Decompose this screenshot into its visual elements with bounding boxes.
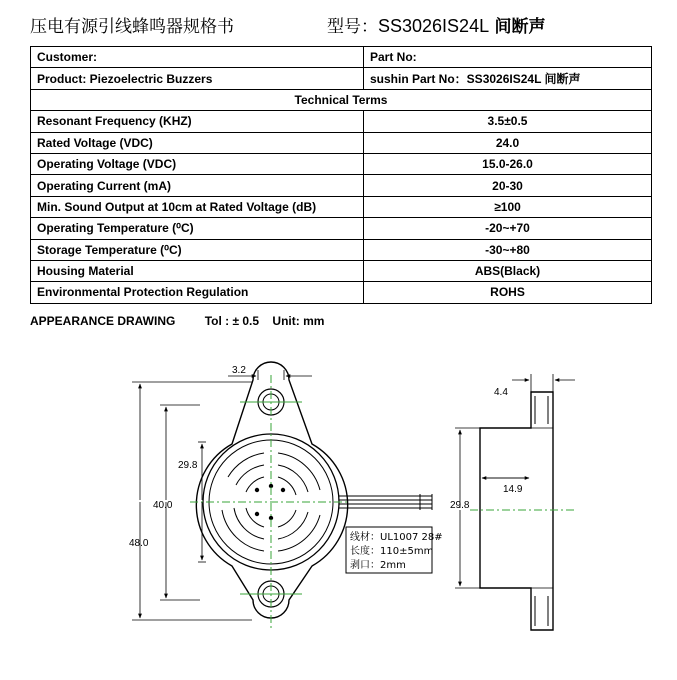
wire-note-material: 线材：UL1007 28# xyxy=(350,532,443,543)
row-label: Environmental Protection Regulation xyxy=(31,282,364,303)
document-header xyxy=(30,8,660,38)
dim-hole-width: 3.2 xyxy=(232,365,246,376)
table-row xyxy=(31,153,652,174)
model-tag: 间断声 xyxy=(494,17,546,37)
side-view xyxy=(450,374,575,630)
appearance-title: APPEARANCE DRAWING xyxy=(30,314,176,328)
table-row xyxy=(31,239,652,260)
appearance-heading xyxy=(30,314,324,328)
tolerance-label: Tol : ± 0.5 xyxy=(204,314,260,328)
row-value: 24.0 xyxy=(364,132,652,153)
row-label: Min. Sound Output at 10cm at Rated Voltage (dB) xyxy=(31,196,364,217)
row-label: Operating Current (mA) xyxy=(31,175,364,196)
table-row xyxy=(31,196,652,217)
lead-wires xyxy=(339,494,432,510)
dim-total-height: 48.0 xyxy=(129,538,149,549)
dim-inner-diameter: 29.8 xyxy=(178,460,198,471)
front-view xyxy=(129,362,443,630)
wire-note-strip: 剥口：2mm xyxy=(350,560,406,571)
dim-outer-diameter: 40.0 xyxy=(153,500,173,511)
housing-outline xyxy=(196,362,347,618)
row-label: Housing Material xyxy=(31,260,364,281)
product-label: Product: Piezoelectric Buzzers xyxy=(31,68,364,89)
row-label: Operating Voltage (VDC) xyxy=(31,153,364,174)
model-code: SS3026IS24L xyxy=(378,16,490,36)
model-label: 型号： xyxy=(327,17,378,37)
model-heading xyxy=(327,12,546,37)
wire-note-length: 长度：110±5mm xyxy=(350,546,434,557)
dim-flange: 4.4 xyxy=(494,387,508,398)
table-row xyxy=(31,175,652,196)
table-row xyxy=(31,89,652,110)
spec-table xyxy=(30,46,652,304)
row-label: Rated Voltage (VDC) xyxy=(31,132,364,153)
row-value: -20~+70 xyxy=(364,218,652,239)
row-value: ABS(Black) xyxy=(364,260,652,281)
table-row xyxy=(31,47,652,68)
part-no-label: Part No: xyxy=(364,47,652,68)
row-value: 20-30 xyxy=(364,175,652,196)
customer-label: Customer: xyxy=(31,47,364,68)
table-row xyxy=(31,111,652,132)
document-title: 压电有源引线蜂鸣器规格书 xyxy=(30,17,234,37)
row-value: -30~+80 xyxy=(364,239,652,260)
sushin-part-label: sushin Part No：SS3026IS24L 间断声 xyxy=(364,68,652,89)
row-value: 15.0-26.0 xyxy=(364,153,652,174)
row-value: ROHS xyxy=(364,282,652,303)
table-row xyxy=(31,218,652,239)
row-label: Resonant Frequency (KHZ) xyxy=(31,111,364,132)
row-value: ≥100 xyxy=(364,196,652,217)
unit-label: Unit: mm xyxy=(272,314,325,328)
appearance-drawing xyxy=(0,340,677,680)
dim-side-height: 29.8 xyxy=(450,500,470,511)
table-row xyxy=(31,282,652,303)
row-value: 3.5±0.5 xyxy=(364,111,652,132)
table-row xyxy=(31,68,652,89)
dim-body-depth: 14.9 xyxy=(503,484,523,495)
section-title: Technical Terms xyxy=(31,89,652,110)
row-label: Operating Temperature (⁰C) xyxy=(31,218,364,239)
row-label: Storage Temperature (⁰C) xyxy=(31,239,364,260)
table-row xyxy=(31,260,652,281)
table-row xyxy=(31,132,652,153)
